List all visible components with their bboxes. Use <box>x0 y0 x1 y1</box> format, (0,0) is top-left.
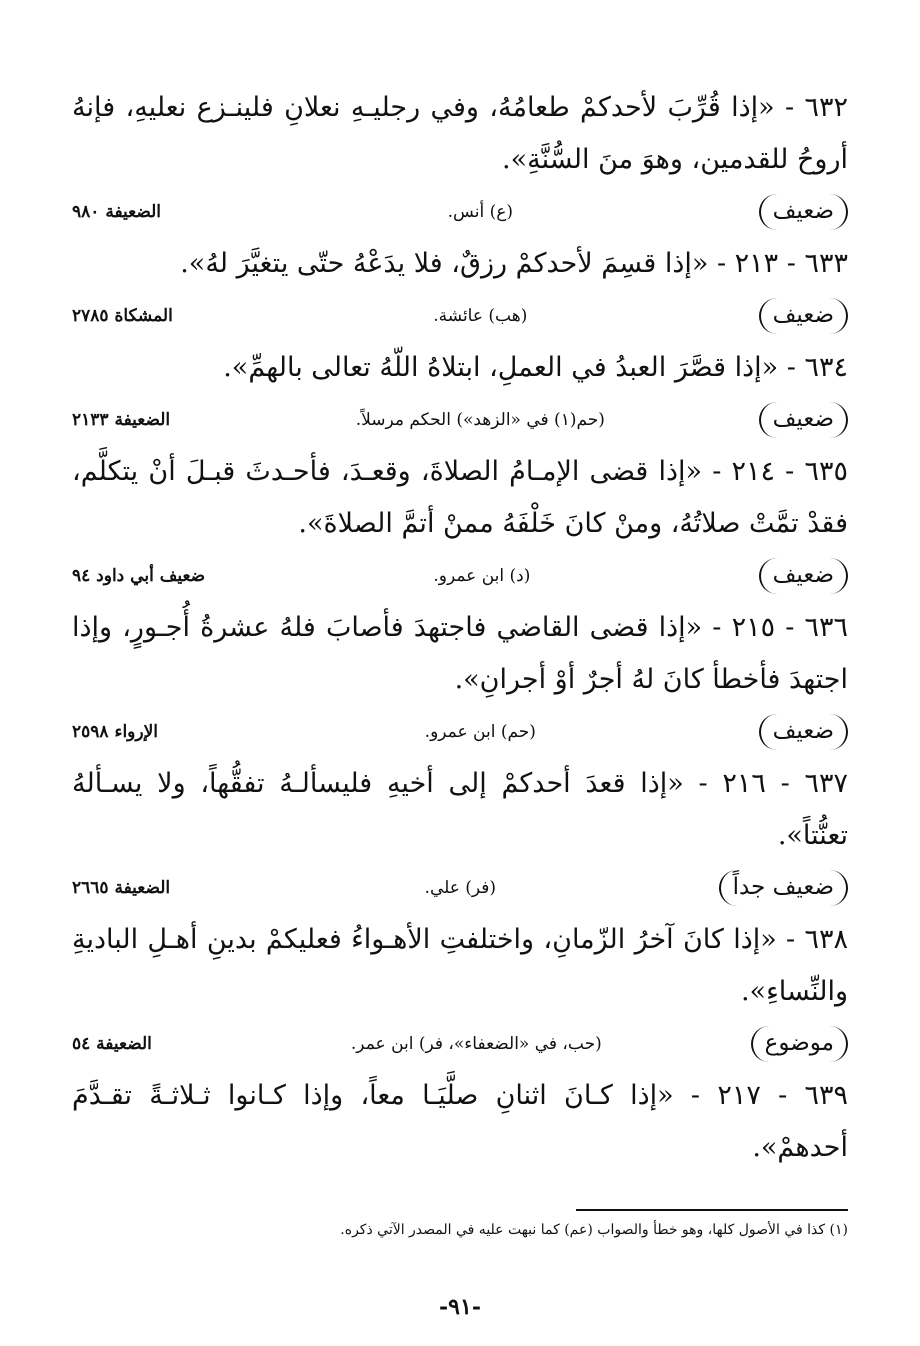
hadith-entry <box>72 342 848 446</box>
footnote-separator <box>576 1209 848 1211</box>
grade-label: موضوع <box>751 1026 848 1062</box>
narrator: (حب، في «الضعفاء»، فر) ابن عمر. <box>350 1034 602 1054</box>
narrator: (حم) ابن عمرو. <box>424 722 536 742</box>
narrator: (حم(١) في «الزهد») الحكم مرسلاً. <box>355 410 605 430</box>
hadith-text: ٦٣٢ - «إذا قُرِّبَ لأحدكمْ طعامُهُ، وفي رجليـهِ نعلانِ فلينـزع نعليهِ، فإنهُ أروحُ للقدمين، وهوَ منَ السُّنَّةِ». <box>72 92 848 175</box>
source-line <box>72 706 848 758</box>
hadith-entry <box>72 238 848 342</box>
hadith-text: ٦٣٣ - ٢١٣ - «إذا قسِمَ لأحدكمْ رزقٌ، فلا يدَعْهُ حتّى يتغيَّرَ لهُ». <box>180 248 848 279</box>
hadith-text: ٦٣٩ - ٢١٧ - «إذا كـانَ اثنانِ صلَّيَـا معاً، وإذا كـانوا ثـلاثـةً تقـدَّمَ أحدهمْ». <box>72 1080 848 1163</box>
narrator: (هب) عائشة. <box>433 306 528 326</box>
grade-label: ضعيف <box>759 194 848 230</box>
source-line <box>72 862 848 914</box>
reference: المشكاة ٢٧٨٥ <box>72 306 173 326</box>
hadith-entry <box>72 602 848 758</box>
narrator: (فر) علي. <box>424 878 497 898</box>
hadith-entry <box>72 82 848 238</box>
source-line <box>72 550 848 602</box>
grade-label: ضعيف جداً <box>719 870 848 906</box>
source-line <box>72 186 848 238</box>
source-line <box>72 290 848 342</box>
reference: ضعيف أبي داود ٩٤ <box>72 566 206 586</box>
reference: الضعيفة ٢١٣٣ <box>72 410 171 430</box>
reference: الضعيفة ٥٤ <box>72 1034 152 1054</box>
reference: الضعيفة ٢٦٦٥ <box>72 878 171 898</box>
hadith-entry <box>72 1070 848 1174</box>
hadith-text: ٦٣٥ - ٢١٤ - «إذا قضى الإمـامُ الصلاةَ، وقعـدَ، فأحـدثَ قبـلَ أنْ يتكلَّم، فقدْ تمَّتْ صلاتُهُ، ومنْ كانَ خَلْفَهُ ممنْ أتمَّ الصلاةَ». <box>72 456 848 539</box>
hadith-text: ٦٣٧ - ٢١٦ - «إذا قعدَ أحدكمْ إلى أخيهِ فليسألـهُ تفقُّهاً، ولا يسـألهُ تعنُّتاً». <box>72 768 848 851</box>
reference: الإرواء ٢٥٩٨ <box>72 722 159 742</box>
footnote: (١) كذا في الأصول كلها، وهو خطأ والصواب (عم) كما نبهت عليه في المصدر الآتي ذكره. <box>340 1222 848 1238</box>
hadith-text: ٦٣٨ - «إذا كانَ آخرُ الزّمانِ، واختلفتِ الأهـواءُ فعليكمْ بدينِ أهـلِ الباديةِ والنِّساءِ». <box>72 924 848 1007</box>
grade-label: ضعيف <box>759 558 848 594</box>
hadith-text: ٦٣٤ - «إذا قصَّرَ العبدُ في العملِ، ابتلاهُ اللّهُ تعالى بالهمِّ». <box>223 352 848 383</box>
source-line <box>72 394 848 446</box>
narrator: (ع) أنس. <box>447 202 513 222</box>
grade-label: ضعيف <box>759 402 848 438</box>
grade-label: ضعيف <box>759 714 848 750</box>
grade-label: ضعيف <box>759 298 848 334</box>
reference: الضعيفة ٩٨٠ <box>72 202 162 222</box>
hadith-entry <box>72 914 848 1070</box>
narrator: (د) ابن عمرو. <box>433 566 531 586</box>
hadith-entry <box>72 758 848 914</box>
page-number: -٩١- <box>439 1294 481 1320</box>
source-line <box>72 1018 848 1070</box>
hadith-entry <box>72 446 848 602</box>
hadith-text: ٦٣٦ - ٢١٥ - «إذا قضى القاضي فاجتهدَ فأصابَ فلهُ عشرةُ أُجـورٍ، وإذا اجتهدَ فأخطأ كانَ لهُ أجرٌ أوْ أجرانِ». <box>72 612 848 695</box>
